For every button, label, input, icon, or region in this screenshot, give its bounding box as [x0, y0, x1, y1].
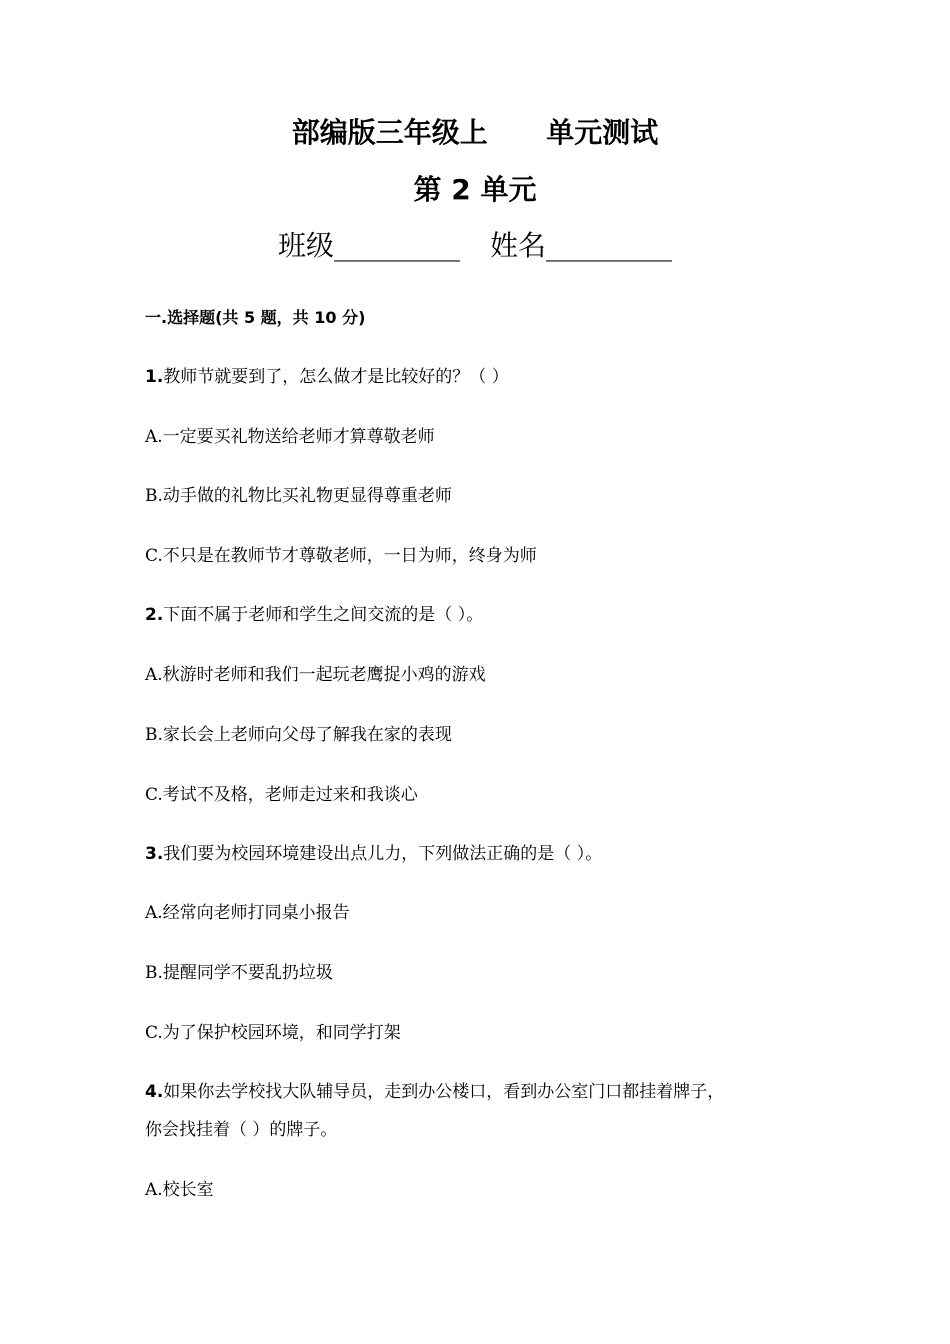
q4-option-a: A.校长室 — [145, 1180, 214, 1200]
q1-option-a: A.一定要买礼物送给老师才算尊敬老师 — [145, 427, 435, 447]
q1-option-c: C.不只是在教师节才尊敬老师，一日为师，终身为师 — [145, 546, 537, 566]
class-label: 班级 — [277, 229, 334, 262]
q3-option-b: B.提醒同学不要乱扔垃圾 — [145, 963, 333, 983]
name-label: 姓名 — [490, 229, 547, 262]
question-1 — [145, 365, 509, 389]
question-number: 3. — [145, 844, 164, 864]
class-blank: _________ — [334, 229, 460, 262]
q2-option-a: A.秋游时老师和我们一起玩老鹰捉小鸡的游戏 — [145, 665, 486, 685]
page-title: 部编版三年级上 单元测试 — [291, 116, 659, 149]
question-text: 下面不属于老师和学生之间交流的是（ ）。 — [163, 605, 484, 625]
unit-title: 第 2 单元 — [413, 173, 537, 206]
question-number: 1. — [145, 367, 164, 387]
question-2 — [145, 603, 483, 627]
student-info-line — [0, 228, 950, 264]
q3-option-a: A.经常向老师打同桌小报告 — [145, 903, 350, 923]
q1-option-b: B.动手做的礼物比买礼物更显得尊重老师 — [145, 486, 452, 506]
question-4-continued: 你会找挂着（ ）的牌子。 — [145, 1120, 338, 1140]
question-4 — [145, 1080, 724, 1104]
q2-option-b: B.家长会上老师向父母了解我在家的表现 — [145, 725, 452, 745]
question-text: 我们要为校园环境建设出点儿力，下列做法正确的是（ ）。 — [163, 844, 603, 864]
question-3 — [145, 842, 602, 866]
name-blank: _________ — [546, 229, 673, 262]
question-number: 2. — [145, 605, 164, 625]
q3-option-c: C.为了保护校园环境，和同学打架 — [145, 1023, 401, 1043]
section-heading: 一.选择题(共 5 题，共 10 分) — [145, 308, 366, 327]
q2-option-c: C.考试不及格，老师走过来和我谈心 — [145, 785, 418, 805]
question-text: 教师节就要到了，怎么做才是比较好的？（ ） — [163, 367, 509, 387]
question-text: 如果你去学校找大队辅导员，走到办公楼口，看到办公室门口都挂着牌子， — [163, 1082, 725, 1102]
question-number: 4. — [145, 1082, 164, 1102]
